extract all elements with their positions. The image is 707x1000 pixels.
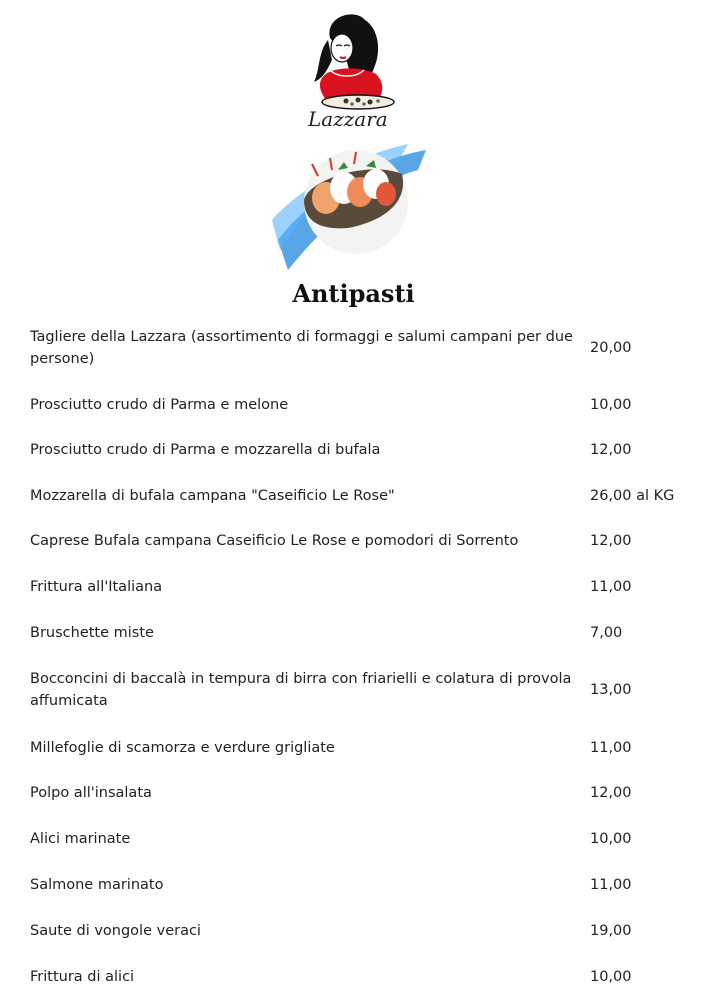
menu-item-name: Mozzarella di bufala campana "Caseificio Le Rose" [30, 488, 395, 504]
menu-item [30, 474, 690, 518]
menu-item [30, 771, 690, 815]
menu-item-price: 10,00 [590, 831, 632, 847]
menu-item-name: Frittura all'Italiana [30, 579, 163, 595]
menu-item-name: Prosciutto crudo di Parma e melone [30, 397, 289, 413]
menu-item [30, 611, 690, 655]
menu-item [30, 326, 690, 370]
menu-item-price: 12,00 [590, 785, 632, 801]
menu-item [30, 817, 690, 861]
menu-item [30, 726, 690, 770]
menu-item-price: 7,00 [590, 625, 623, 641]
menu-item-price: 10,00 [590, 397, 632, 413]
menu-item-price: 26,00 al KG [590, 488, 675, 504]
menu-item-name: Salmone marinato [30, 877, 164, 893]
svg-text:Lazzara: Lazzara [308, 107, 388, 131]
menu-item-name: Saute di vongole veraci [30, 923, 201, 939]
menu-item [30, 383, 690, 427]
menu-item-price: 11,00 [590, 877, 632, 893]
menu-item-name: Bruschette miste [30, 625, 154, 641]
menu-item [30, 668, 690, 712]
menu-item-price: 11,00 [590, 579, 632, 595]
menu-item [30, 565, 690, 609]
menu-item-price: 19,00 [590, 923, 632, 939]
menu-item-price: 12,00 [590, 442, 632, 458]
menu-item-price: 13,00 [590, 682, 632, 698]
menu-item-price: 12,00 [590, 533, 632, 549]
menu-item-name: Polpo all'insalata [30, 785, 152, 801]
menu-item-name: Prosciutto crudo di Parma e mozzarella di bufala [30, 442, 381, 458]
menu-item-name: Frittura di alici [30, 969, 135, 985]
menu-item-name: Caprese Bufala campana Caseificio Le Rose e pomodori di Sorrento [30, 533, 519, 549]
menu-item-name: Millefoglie di scamorza e verdure grigliate [30, 740, 335, 756]
menu-item [30, 955, 690, 999]
section-title: Antipasti [292, 279, 415, 308]
menu-item [30, 909, 690, 953]
menu-item [30, 863, 690, 907]
menu-item [30, 428, 690, 472]
menu-item-name: Alici marinate [30, 831, 131, 847]
menu-item-name: Tagliere della Lazzara (assortimento di formaggi e salumi campani per due persone) [30, 329, 573, 367]
menu-item-name: Bocconcini di baccalà in tempura di birra con friarielli e colatura di provola affumicata [30, 671, 572, 709]
menu-item [30, 519, 690, 563]
menu-item-price: 10,00 [590, 969, 632, 985]
menu-item-price: 20,00 [590, 340, 632, 356]
menu-item-price: 11,00 [590, 740, 632, 756]
